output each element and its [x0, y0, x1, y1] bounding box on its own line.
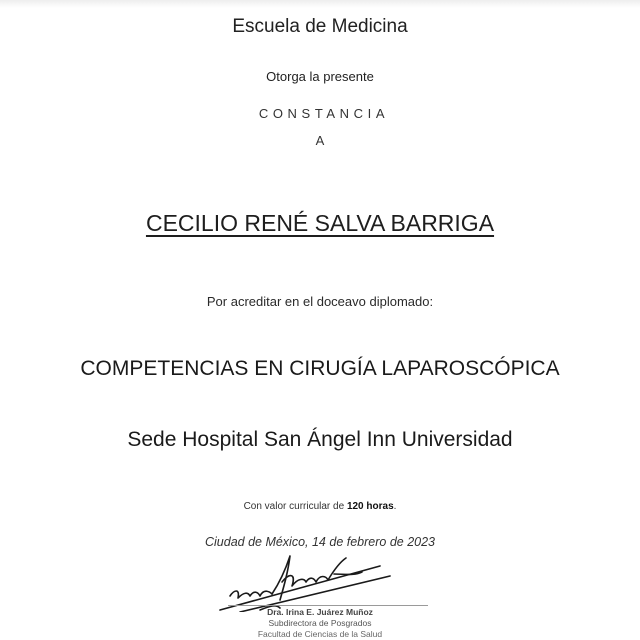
grants-text: Otorga la presente [266, 69, 374, 84]
recipient-name: CECILIO RENÉ SALVA BARRIGA [145, 210, 495, 236]
accreditation-text: Por acreditar en el doceavo diplomado: [206, 294, 434, 309]
signature-icon [200, 552, 440, 612]
credit-suffix: . [393, 501, 397, 512]
venue: Sede Hospital San Ángel Inn Universidad [127, 428, 513, 451]
document-type: CONSTANCIA [258, 106, 390, 121]
program-title: COMPETENCIAS EN CIRUGÍA LAPAROSCÓPICA [80, 357, 560, 380]
signatory-faculty: Facultad de Ciencias de la Salud [257, 629, 383, 639]
top-edge-shadow [0, 0, 640, 8]
institution-name: Escuela de Medicina [232, 16, 408, 37]
credit-hours: 120 horas [346, 501, 394, 512]
credit-hours-text [0, 501, 640, 512]
signature-line [228, 605, 428, 606]
signatory-role: Subdirectora de Posgrados [268, 618, 372, 628]
to-text: A [315, 133, 325, 148]
place-and-date: Ciudad de México, 14 de febrero de 2023 [204, 535, 436, 549]
signatory-name: Dra. Irina E. Juárez Muñoz [267, 607, 373, 617]
credit-prefix: Con valor curricular de [243, 501, 347, 512]
